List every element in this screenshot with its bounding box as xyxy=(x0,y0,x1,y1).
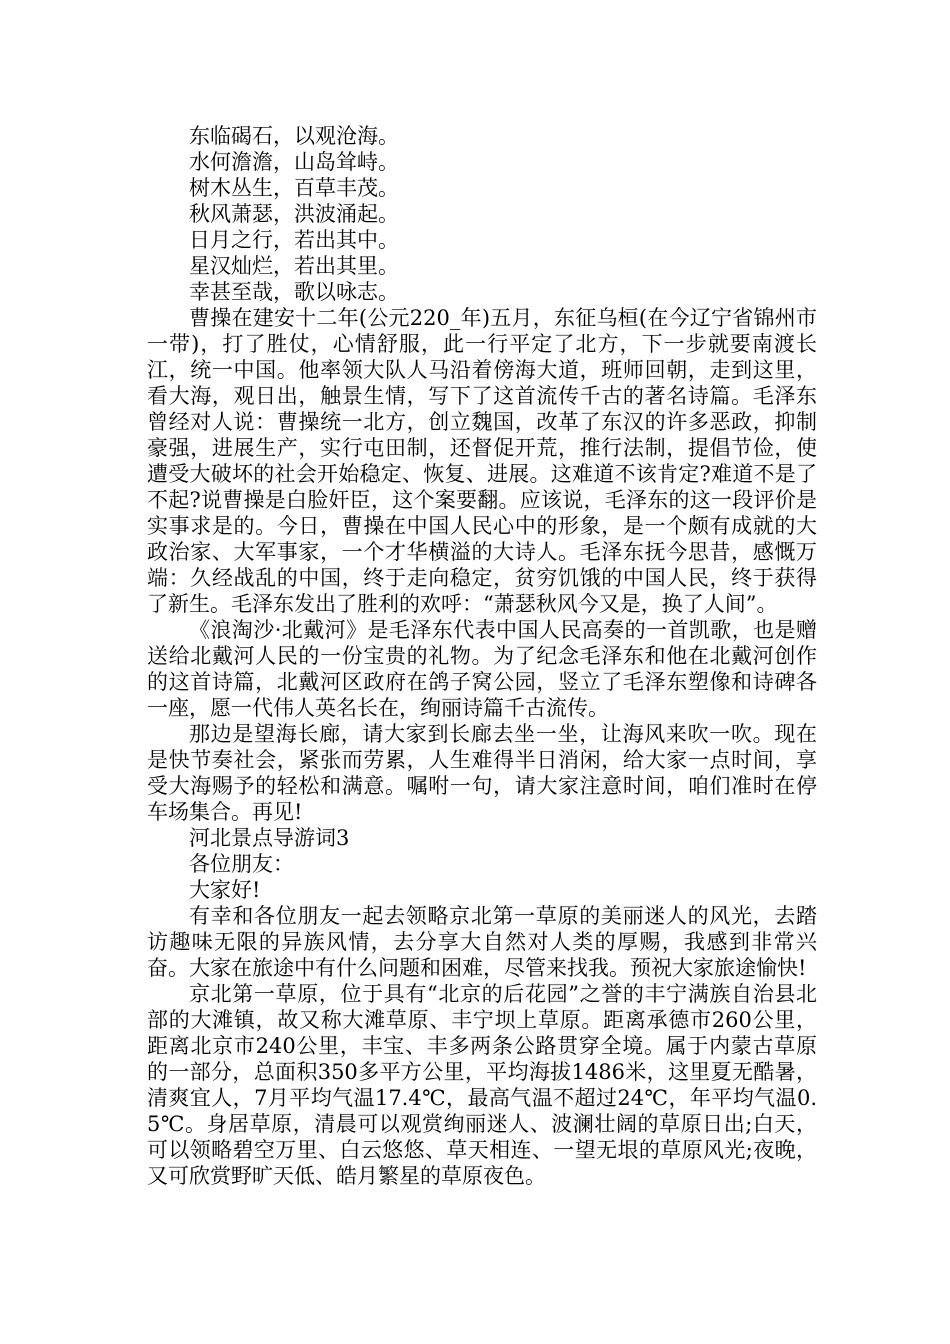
poem-line: 幸甚至哉，歌以咏志。 xyxy=(189,280,399,304)
greeting-hello: 大家好! xyxy=(189,878,261,902)
poem-line: 秋风萧瑟，洪波涌起。 xyxy=(189,202,399,226)
poem-line: 东临碣石，以观沧海。 xyxy=(189,124,399,148)
paragraph-lang-tao-sha: 《浪淘沙·北戴河》是毛泽东代表中国人民高奏的一首凯歌，也是赠送给北戴河人民的一份宝贵的礼物。为了纪念毛泽东和他在北戴河创作的这首诗篇，北戴河区政府在鸽子窝公园，竖立了毛泽东塑像和诗碑各一座，愿一代伟人英名长在，绚丽诗篇千古流传。 xyxy=(147,618,817,720)
paragraph-grassland: 京北第一草原，位于具有“北京的后花园”之誉的丰宁满族自治县北部的大滩镇，故又称大滩草原、丰宁坝上草原。距离承德市260公里，距离北京市240公里，丰宝、丰多两条公路贯穿全境。属于内蒙古草原的一部分，总面积350多平方公里，平均海拔1486米，这里夏无酷暑，清爽宜人，7月平均气温17.4℃，最高气温不超过24℃，年平均气温0.5℃。身居草原，清晨可以观赏绚丽迷人、波澜壮阔的草原日出;白天，可以领略碧空万里、白云悠悠、草天相连、一望无垠的草原风光;夜晚，又可欣赏野旷天低、皓月繁星的草原夜色。 xyxy=(147,982,817,1188)
poem-line: 日月之行，若出其中。 xyxy=(189,228,399,252)
section-title: 河北景点导游词3 xyxy=(189,826,350,850)
poem-line: 水何澹澹，山岛耸峙。 xyxy=(189,150,399,174)
document-body xyxy=(147,123,817,1189)
greeting-friends: 各位朋友： xyxy=(189,852,294,876)
paragraph-welcome: 有幸和各位朋友一起去领略京北第一草原的美丽迷人的风光，去踏访趣味无限的异族风情，去分享大自然对人类的厚赐，我感到非常兴奋。大家在旅途中有什么问题和困难，尽管来找我。预祝大家旅途愉快! xyxy=(147,904,817,980)
paragraph-corridor: 那边是望海长廊，请大家到长廊去坐一坐，让海风来吹一吹。现在是快节奏社会，紧张而劳累，人生难得半日消闲，给大家一点时间，享受大海赐予的轻松和满意。嘱咐一句，请大家注意时间，咱们准时在停车场集合。再见! xyxy=(147,722,817,824)
poem-line: 树木丛生，百草丰茂。 xyxy=(189,176,399,200)
paragraph-cao-cao: 曹操在建安十二年(公元220_年)五月，东征乌桓(在今辽宁省锦州市一带)，打了胜仗，心情舒服，此一行平定了北方，下一步就要南渡长江，统一中国。他率领大队人马沿着傍海大道，班师回朝，走到这里，看大海，观日出，触景生情，写下了这首流传千古的著名诗篇。毛泽东曾经对人说：曹操统一北方，创立魏国，改革了东汉的许多恶政，抑制豪强，进展生产，实行屯田制，还督促开荒，推行法制，提倡节俭，使遭受大破坏的社会开始稳定、恢复、进展。这难道不该肯定?难道不是了不起?说曹操是白脸奸臣，这个案要翻。应该说，毛泽东的这一段评价是实事求是的。今日，曹操在中国人民心中的形象，是一个颇有成就的大政治家、大军事家，一个才华横溢的大诗人。毛泽东抚今思昔，感慨万端：久经战乱的中国，终于走向稳定，贫穷饥饿的中国人民，终于获得了新生。毛泽东发出了胜利的欢呼：“萧瑟秋风今又是，换了人间”。 xyxy=(147,306,817,616)
poem-line: 星汉灿烂，若出其里。 xyxy=(189,254,399,278)
